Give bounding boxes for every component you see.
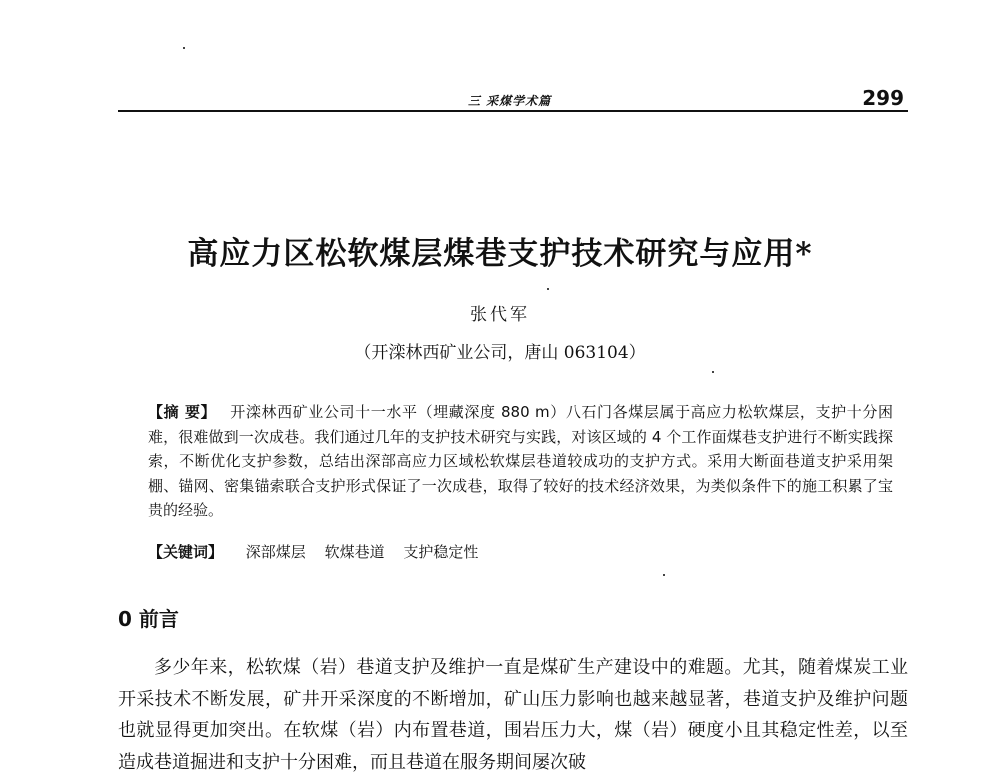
abstract-label: 【摘 要】 <box>148 403 217 421</box>
scan-speck <box>183 47 185 49</box>
section-heading: 0 前言 <box>118 607 179 631</box>
scan-speck <box>712 371 714 373</box>
article-title: 高应力区松软煤层煤巷支护技术研究与应用* <box>187 236 813 272</box>
scan-speck <box>663 574 665 576</box>
scan-speck <box>547 288 549 290</box>
keyword-item: 支护稳定性 <box>403 543 479 561</box>
running-title: 三 采煤学术篇 <box>468 94 552 108</box>
author-affiliation: （开滦林西矿业公司，唐山 063104） <box>354 343 646 363</box>
author-name: 张代军 <box>470 305 530 325</box>
page-number: 299 <box>862 86 904 110</box>
body-paragraph: 多少年来，松软煤（岩）巷道支护及维护一直是煤矿生产建设中的难题。尤其，随着煤炭工业开采技术不断发展，矿井开采深度的不断增加，矿山压力影响也越来越显著，巷道支护及维护问题也就显得更加突出。在软煤（岩）内布置巷道，围岩压力大，煤（岩）硬度小且其稳定性差，以至造成巷道掘进和支护十分困难，而且巷道在服务期间屡次破 <box>118 657 908 773</box>
keyword-item: 深部煤层 <box>245 543 306 561</box>
keyword-item: 软煤巷道 <box>324 543 385 561</box>
keywords-label: 【关键词】 <box>148 543 224 561</box>
abstract <box>148 400 893 523</box>
header-rule <box>118 110 908 112</box>
abstract-text: 开滦林西矿业公司十一水平（埋藏深度 880 m）八石门各煤层属于高应力松软煤层，支护十分困难，很难做到一次成巷。我们通过几年的支护技术研究与实践，对该区域的 4 个工作面煤巷支护进行不断实践探索，不断优化支护参数，总结出深部高应力区域松软煤层巷道较成功的支护方式。采用大断面巷道支护采用架棚、锚网、密集锚索联合支护形式保证了一次成巷，取得了较好的技术经济效果，为类似条件下的施工积累了宝贵的经验。 <box>148 403 893 519</box>
running-header <box>118 86 908 112</box>
keywords <box>148 540 893 564</box>
